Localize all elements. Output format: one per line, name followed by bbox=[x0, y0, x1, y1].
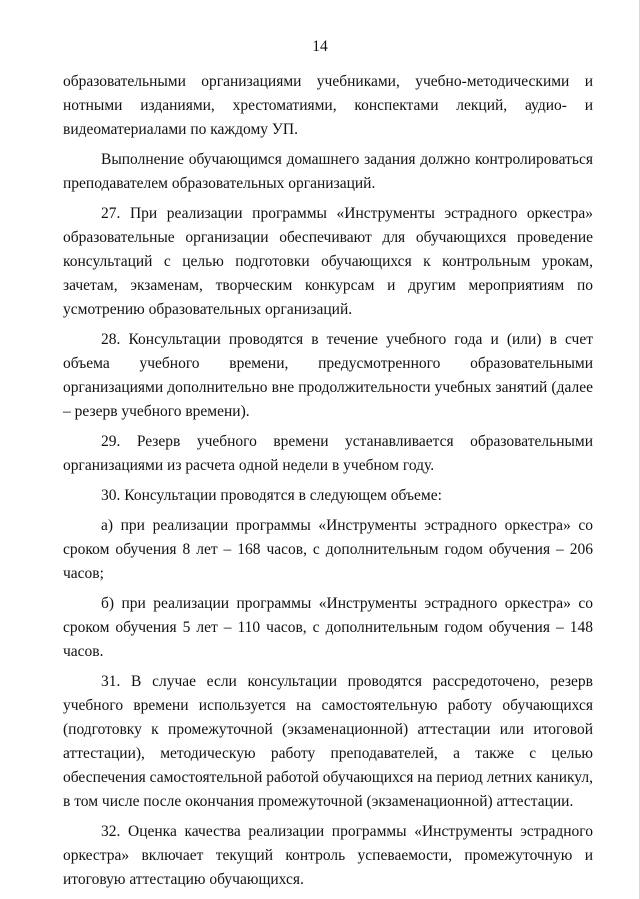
paragraph-28: 28. Консультации проводятся в течение учебного года и (или) в счет объема учебного времени, предусмотренного образовательными организациями дополнительно вне продолжительности учебных занятий (далее – резерв учебного времени). bbox=[63, 331, 593, 420]
paragraph-homework-control: Выполнение обучающимся домашнего задания должно контролироваться преподавателем образовательных организаций. bbox=[63, 151, 593, 192]
paragraph-29: 29. Резерв учебного времени устанавливается образовательными организациями из расчета одной недели в учебном году. bbox=[63, 433, 593, 474]
paragraph-30: 30. Консультации проводятся в следующем объеме: bbox=[101, 487, 442, 504]
paragraph-30-b: б) при реализации программы «Инструменты эстрадного оркестра» со сроком обучения 5 лет – 110 часов, с дополнительным годом обучения – 148 часов. bbox=[63, 595, 593, 660]
paragraph-32: 32. Оценка качества реализации программы «Инструменты эстрадного оркестра» включает текущий контроль успеваемости, промежуточную и итоговую аттестацию обучающихся. bbox=[63, 823, 593, 888]
paragraph-30-a: а) при реализации программы «Инструменты эстрадного оркестра» со сроком обучения 8 лет – 168 часов, с дополнительным годом обучения – 206 часов; bbox=[63, 517, 593, 582]
document-body bbox=[63, 70, 593, 898]
paragraph-27: 27. При реализации программы «Инструменты эстрадного оркестра» образовательные организации обеспечивают для обучающихся проведение консультаций с целью подготовки обучающихся к контрольным урокам, зачетам, экзаменам, творческим конкурсам и другим мероприятиям по усмотрению образовательных организаций. bbox=[63, 205, 593, 318]
paragraph-31: 31. В случае если консультации проводятся рассредоточено, резерв учебного времени используется на самостоятельную работу обучающихся (подготовку к промежуточной (экзаменационной) аттестации или итоговой аттестации), методическую работу преподавателей, а также с целью обеспечения самостоятельной работой обучающихся на период летних каникул, в том числе после окончания промежуточной (экзаменационной) аттестации. bbox=[63, 673, 593, 810]
page-number: 14 bbox=[312, 38, 328, 55]
paragraph-continuation: образовательными организациями учебниками, учебно-методическими и нотными изданиями, хрестоматиями, конспектами лекций, аудио- и видеоматериалами по каждому УП. bbox=[63, 73, 593, 138]
